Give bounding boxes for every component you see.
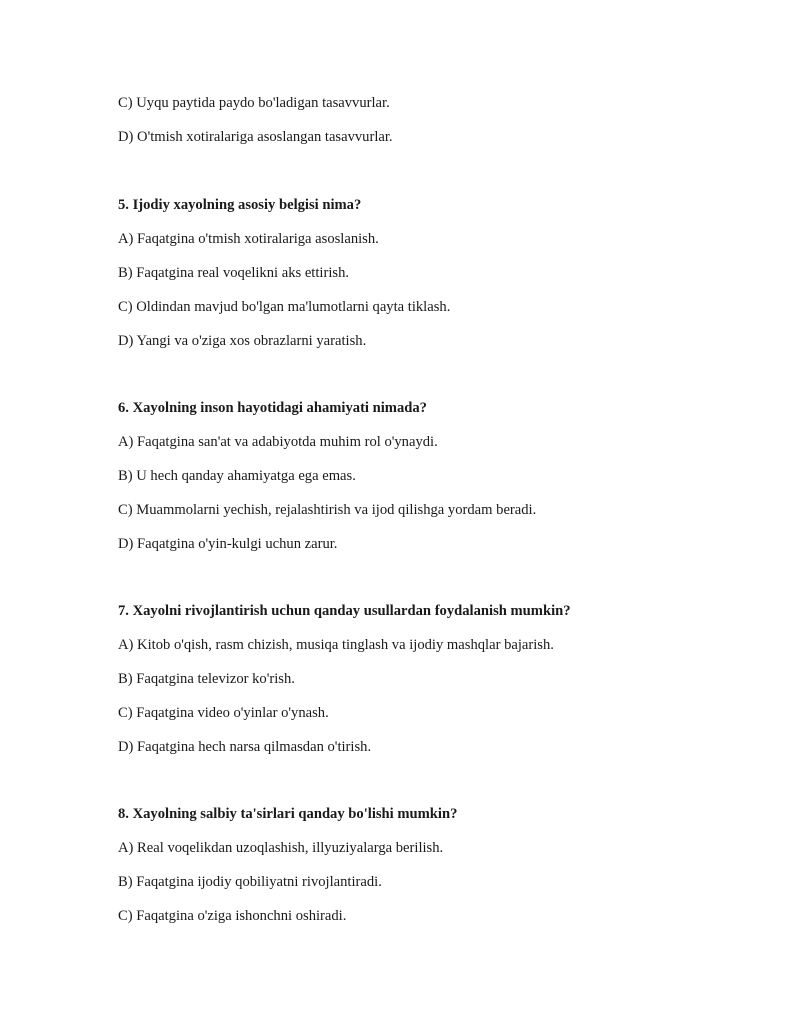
question-5-option-c: C) Oldindan mavjud bo'lgan ma'lumotlarni qayta tiklash. (118, 299, 451, 315)
question-8-title: 8. Xayolning salbiy ta'sirlari qanday bo'lishi mumkin? (118, 806, 458, 822)
question-7-option-b: B) Faqatgina televizor ko'rish. (118, 671, 295, 687)
question-6-option-b: B) U hech qanday ahamiyatga ega emas. (118, 468, 356, 484)
question-6-title: 6. Xayolning inson hayotidagi ahamiyati nimada? (118, 400, 427, 416)
question-6-option-c: C) Muammolarni yechish, rejalashtirish va ijod qilishga yordam beradi. (118, 502, 537, 518)
question-5-title: 5. Ijodiy xayolning asosiy belgisi nima? (118, 197, 362, 213)
question-8-option-b: B) Faqatgina ijodiy qobiliyatni rivojlantiradi. (118, 874, 382, 890)
question-5-option-d: D) Yangi va o'ziga xos obrazlarni yaratish. (118, 333, 367, 349)
question-8-option-a: A) Real voqelikdan uzoqlashish, illyuziyalarga berilish. (118, 840, 444, 856)
option-d: D) O'tmish xotiralariga asoslangan tasavvurlar. (118, 129, 393, 145)
question-7-option-a: A) Kitob o'qish, rasm chizish, musiqa tinglash va ijodiy mashqlar bajarish. (118, 637, 554, 653)
option-c: C) Uyqu paytida paydo bo'ladigan tasavvurlar. (118, 95, 390, 111)
question-6-option-d: D) Faqatgina o'yin-kulgi uchun zarur. (118, 536, 338, 552)
question-6-option-a: A) Faqatgina san'at va adabiyotda muhim rol o'ynaydi. (118, 434, 438, 450)
question-5-option-a: A) Faqatgina o'tmish xotiralariga asoslanish. (118, 231, 379, 247)
question-7-option-c: C) Faqatgina video o'yinlar o'ynash. (118, 705, 329, 721)
question-7-title: 7. Xayolni rivojlantirish uchun qanday usullardan foydalanish mumkin? (118, 603, 571, 619)
question-8-option-c: C) Faqatgina o'ziga ishonchni oshiradi. (118, 908, 347, 924)
question-5-option-b: B) Faqatgina real voqelikni aks ettirish. (118, 265, 350, 281)
question-7-option-d: D) Faqatgina hech narsa qilmasdan o'tirish. (118, 739, 372, 755)
